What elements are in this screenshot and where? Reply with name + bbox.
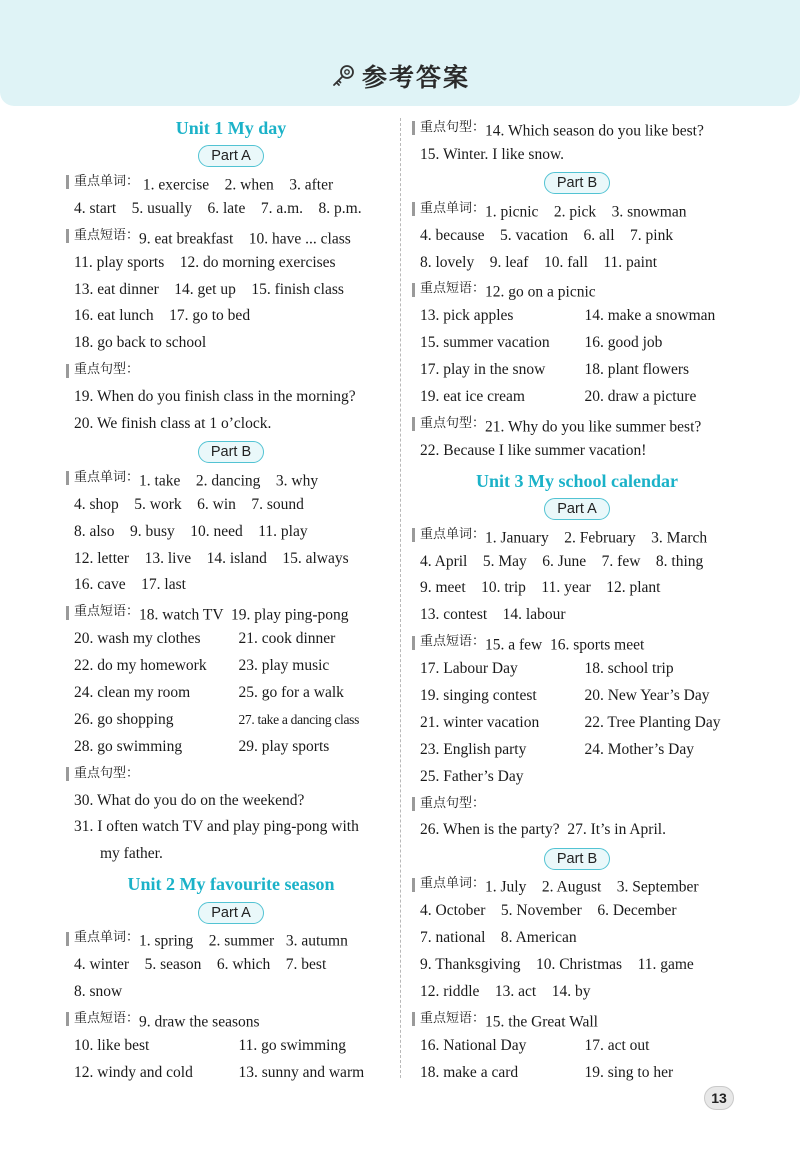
- answer-line: 4. October 5. November 6. December: [420, 902, 677, 920]
- answer-line: 8. snow: [74, 983, 123, 1001]
- answer-pair: 17. Labour Day 18. school trip: [420, 660, 674, 678]
- answer-line: 重点短语： 15. the Great Wall: [412, 1006, 742, 1033]
- answer-pair: 23. English party 24. Mother’s Day: [420, 740, 694, 758]
- answer-line: 9. Thanksgiving 10. Christmas 11. game: [420, 956, 694, 974]
- answer-line: 重点短语： 15. a few 16. sports meet: [412, 629, 742, 656]
- answer-line: 重点句型： 21. Why do you like summer best?: [412, 411, 742, 438]
- header-title: [330, 58, 470, 94]
- section-label: 重点短语：: [66, 1006, 139, 1033]
- left-column: [66, 112, 396, 1087]
- section-label: 重点单词：: [412, 522, 485, 549]
- answer-line: 26. When is the party? 27. It’s in April.: [420, 821, 666, 839]
- page-number: 13: [704, 1086, 734, 1110]
- answer-line: 重点短语： 9. eat breakfast 10. have ... class: [66, 223, 396, 250]
- answer-line: 重点单词： 1. January 2. February 3. March: [412, 522, 742, 549]
- answer-line: [66, 357, 396, 384]
- part-label: Part A: [198, 902, 264, 924]
- answer-line: [66, 761, 396, 788]
- section-label: 重点短语：: [412, 629, 485, 656]
- section-label: 重点句型：: [66, 761, 139, 788]
- answer-line: 4. start 5. usually 6. late 7. a.m. 8. p.m.: [74, 199, 362, 217]
- section-label: 重点单词：: [66, 925, 139, 952]
- answer-pair: 22. do my homework 23. play music: [74, 657, 330, 675]
- answer-line: 15. Winter. I like snow.: [420, 145, 565, 163]
- answer-line: 16. cave 17. last: [74, 576, 186, 594]
- answer-line: 4. shop 5. work 6. win 7. sound: [74, 495, 304, 513]
- answer-line: 重点句型： 14. Which season do you like best?: [412, 115, 742, 142]
- section-label: 重点短语：: [412, 1006, 485, 1033]
- answer-line: 30. What do you do on the weekend?: [74, 791, 305, 809]
- answer-pair: 15. summer vacation 16. good job: [420, 334, 663, 352]
- answer-line: 9. meet 10. trip 11. year 12. plant: [420, 579, 661, 597]
- part-label: Part B: [544, 172, 610, 194]
- answer-line: 重点单词： 1. picnic 2. pick 3. snowman: [412, 196, 742, 223]
- answer-line: 25. Father’s Day: [420, 767, 524, 785]
- answer-line: 重点单词： 1. exercise 2. when 3. after: [66, 169, 396, 196]
- answer-pair: 12. windy and cold 13. sunny and warm: [74, 1063, 365, 1081]
- answer-line: 22. Because I like summer vacation!: [420, 441, 647, 459]
- answer-pair: 19. singing contest 20. New Year’s Day: [420, 687, 710, 705]
- section-label: 重点句型：: [412, 791, 485, 818]
- answer-line: 19. When do you finish class in the morning?: [74, 388, 356, 406]
- unit-title: Unit 3 My school calendar: [476, 470, 678, 491]
- unit-title: Unit 2 My favourite season: [127, 874, 335, 895]
- answer-pair: 26. go shopping 27. take a dancing class: [74, 710, 360, 728]
- section-label: 重点短语：: [66, 223, 139, 250]
- unit-title: Unit 1 My day: [175, 118, 287, 138]
- answer-line: 4. winter 5. season 6. which 7. best: [74, 956, 327, 974]
- answer-line: 重点短语： 12. go on a picnic: [412, 276, 742, 303]
- answer-line: 4. April 5. May 6. June 7. few 8. thing: [420, 552, 704, 570]
- answer-pair: 17. play in the snow 18. plant flowers: [420, 361, 690, 379]
- answer-pair: 24. clean my room 25. go for a walk: [74, 684, 344, 702]
- answer-pair: 10. like best 11. go swimming: [74, 1036, 346, 1054]
- part-label: Part B: [544, 848, 610, 870]
- answer-line: 重点单词： 1. take 2. dancing 3. why: [66, 465, 396, 492]
- section-label: 重点单词：: [66, 465, 139, 492]
- answer-line: 31. I often watch TV and play ping-pong with: [74, 818, 359, 836]
- answer-line: [412, 791, 742, 818]
- answer-pair: 13. pick apples 14. make a snowman: [420, 307, 716, 325]
- answer-pair: 20. wash my clothes 21. cook dinner: [74, 630, 336, 648]
- answer-line: 11. play sports 12. do morning exercises: [74, 253, 336, 271]
- answer-line: 12. letter 13. live 14. island 15. always: [74, 549, 349, 567]
- answer-line: 20. We finish class at 1 o’clock.: [74, 415, 272, 433]
- answer-line: 16. eat lunch 17. go to bed: [74, 307, 251, 325]
- answer-line: my father.: [100, 845, 163, 863]
- section-label: 重点短语：: [66, 599, 139, 626]
- answer-line: 重点单词： 1. July 2. August 3. September: [412, 871, 742, 898]
- section-label: 重点句型：: [66, 357, 139, 384]
- answer-line: 13. contest 14. labour: [420, 606, 566, 624]
- answer-line: 18. go back to school: [74, 334, 207, 352]
- answer-pair: 28. go swimming 29. play sports: [74, 737, 330, 755]
- part-label: Part A: [544, 498, 610, 520]
- answer-line: 重点单词： 1. spring 2. summer 3. autumn: [66, 925, 396, 952]
- key-icon: [330, 63, 356, 89]
- answer-line: 13. eat dinner 14. get up 15. finish class: [74, 280, 344, 298]
- section-label: 重点单词：: [66, 169, 139, 196]
- answer-line: 8. also 9. busy 10. need 11. play: [74, 522, 308, 540]
- section-label: 重点单词：: [412, 871, 485, 898]
- answer-pair: 18. make a card 19. sing to her: [420, 1063, 674, 1081]
- answer-line: 8. lovely 9. leaf 10. fall 11. paint: [420, 253, 658, 271]
- answer-line: 重点短语： 9. draw the seasons: [66, 1006, 396, 1033]
- answer-line: 重点短语： 18. watch TV 19. play ping-pong: [66, 599, 396, 626]
- part-label: Part A: [198, 145, 264, 167]
- section-label: 重点单词：: [412, 196, 485, 223]
- answer-line: 12. riddle 13. act 14. by: [420, 982, 591, 1000]
- page-title: 参考答案: [362, 63, 471, 92]
- answer-line: 4. because 5. vacation 6. all 7. pink: [420, 226, 674, 244]
- section-label: 重点句型：: [412, 115, 485, 142]
- answer-line: 7. national 8. American: [420, 929, 577, 947]
- section-label: 重点短语：: [412, 276, 485, 303]
- right-column: [412, 115, 742, 1087]
- answer-pair: 21. winter vacation 22. Tree Planting Day: [420, 713, 721, 731]
- part-label: Part B: [198, 441, 264, 463]
- column-divider: [400, 118, 401, 1078]
- answer-pair: 19. eat ice cream 20. draw a picture: [420, 388, 697, 406]
- answer-pair: 16. National Day 17. act out: [420, 1036, 650, 1054]
- section-label: 重点句型：: [412, 411, 485, 438]
